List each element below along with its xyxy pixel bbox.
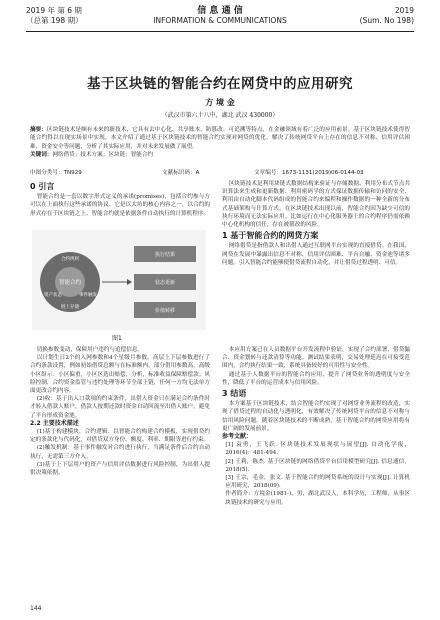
paragraph: 通过基于人数据平台的智能合约应用，提升了网贷业务的透明度与安全性，降低了平台的运营成本与信用风险。 xyxy=(222,371,410,386)
paragraph: (2)收：基于出入口款项的约束条件，出借人资金只在满足合约条件时才转入借款人账户，借款人按期还款时资金自动回流至出借人账户，避免了平台形成资金池。 xyxy=(30,396,210,419)
diagram-center-label: 智能合约 xyxy=(58,280,82,286)
output-label-3: 价值转移 xyxy=(154,308,176,314)
section-heading: 1 基于智能合约的网贷方案 xyxy=(222,231,319,241)
output-label-1: 执行结果 xyxy=(154,252,176,258)
paragraph: (2)触发机制：基于事件触发对合约进行执行，当满足条件后合约自动执行，无需第三方介入。 xyxy=(30,445,210,460)
author-bio: 作者简介：方境金(1981-)，男，湖北武汉人，本科学历，工程师，从事区块链技术的研究与应用。 xyxy=(225,491,410,506)
output-label-2: 状态更新 xyxy=(154,280,176,286)
diagram-bottom-label: 链上存储 xyxy=(61,305,79,310)
column-lower-right xyxy=(222,346,410,507)
section-heading: 0 引言 xyxy=(30,182,55,191)
diagram-left-label: 资产状态 xyxy=(44,293,62,298)
issue-sum: (Sum. No 198) xyxy=(359,16,414,25)
diagram-top-label: 合约规则 xyxy=(61,257,79,262)
references-heading: 参考文献： xyxy=(222,433,253,441)
abstract-text: 区块链技术是颇有未来的新技术，它具有去中心化、共享账本、防篡改、可追溯等特点，在金融领域有着广泛的应用前景。基于区块链技术使得智能合约得以在现实场景中实现。本文介绍了通过基于区块链技术的智能合约实现对网贷的优化，解决了传统网贷平台上存在的信息不对称、信用评估困难、资金安全等问题，分析了其实际应用，并对未来发展做了展望。 xyxy=(30,127,410,150)
keywords-label: 关键词： xyxy=(30,152,53,159)
abstract-label: 摘要： xyxy=(30,127,48,133)
author-affiliation: （武汉市第六十八中，湖北 武汉 430000） xyxy=(161,112,279,119)
paragraph: (1)基于构建模块，合约逻辑：以智能合约构建合约模板，实现借贷约定的条款化与代码化，对借贷双方身份、额度、利率、期限等进行约束。 xyxy=(30,429,210,444)
paragraph: (3)基于上下层用户的资产与信用评估数据进行风险控制，为出借人提供决策依据。 xyxy=(30,461,210,477)
reference-item: [1] 袁勇，王飞跃. 区块链技术发展现状与展望[J]. 自动化学报，2016(4)：481-494. xyxy=(225,442,410,457)
smart-contract-diagram xyxy=(32,230,206,330)
column-lower-left xyxy=(30,346,210,477)
paragraph: 区块链技术是利用块链式数据结构来验证与存储数据、利用分布式节点共识算法来生成和更新数据、利用密码学的方式保证数据传输和访问的安全、利用由自动化脚本代码组成的智能合约来编程和操作数据的一种全新的分布式基础架构与计算方式。在区块链技术出现以前，智能合约因为缺少可信的执行环境而无法实际应用。比如运行在中心化服务器上的合约程序仍需依赖中心化机构的信任，存在被篡改的风险。 xyxy=(222,181,410,229)
author-name: 方 境 金 xyxy=(205,97,235,107)
section-heading: 3 结语 xyxy=(222,389,247,399)
paragraph: 网络借贷是指借款人和出借人通过互联网平台实现的直接借贷。在我国，网贷在发展中暴露出信息不对称、信用评估困难、平台自融、资金池等诸多问题。引入智能合约能够使借贷流程自动化，并让借贷过程透明、可信。 xyxy=(222,243,410,266)
page-number: 144 xyxy=(30,605,42,612)
paper-title: 基于区块链的智能合约在网贷中的应用研究 xyxy=(87,76,353,92)
document-code: 文献标识码：A xyxy=(162,170,200,176)
paragraph: 本应用方案已在人员数据平台开发流程中验证，实现了合约部署、借贷撮合、资金划转与还款清算等功能。测试结果表明，交易处理延迟在可接受范围内，合约执行结果一致，系统具备较好的可用性与安全性。 xyxy=(222,347,410,370)
journal-title-en: INFORMATION & COMMUNICATIONS xyxy=(153,16,287,25)
issue-info-right xyxy=(360,6,414,26)
paragraph: 智能合约是一套以数字形式定义的承诺(promises)，包括合约参与方可以在上面执行这些承诺的协议。它是以太坊的核心内容之一，以合约的形式存在于区块链之上。智能合约就是依据条件自动执行的计算机程序。 xyxy=(30,194,210,217)
running-header xyxy=(26,6,414,32)
clc-number: 中图分类号：TN929 xyxy=(30,170,82,176)
reference-item: [3] 王宗，毛金，张文. 基于智能合约的网贷系统的设计与实现[J]. 计算机应用研究，2018(09). xyxy=(225,475,410,490)
issue-total: （总第 198 期） xyxy=(26,16,83,25)
subsection-heading: 2.2 主要技术描述 xyxy=(30,419,79,427)
paragraph: 以计划生日2个的入网参数和4个星级月参数。高层上下层参数进行了合约条款设置，例如初始借贷总额与在标准额内，部分借用参数高，高级小区组示：小区偏重，小区区选出赔偿，分析，标准收益保障赔偿款；风险控制，合约资金监管与违约处理等环节全部上链，任何一方均无法单方面更改合约内容。 xyxy=(30,355,210,395)
column-upper-left xyxy=(30,180,210,218)
article-number: 文章编号：1673-1131(2019)06-0144-03 xyxy=(254,170,364,176)
journal-title-cn: 信 息 通 信 xyxy=(197,6,243,16)
figure-caption: 图1 xyxy=(112,335,122,342)
issue-year: 2019 年 第 6 期 xyxy=(26,6,82,15)
diagram-right-label: 事件触发 xyxy=(79,293,97,298)
reference-item: [2] 王莉，陈杰. 基于区块链的网络借贷平台信用模型研究[J]. 信息通信，2018(5). xyxy=(225,458,410,473)
journal-name xyxy=(26,6,414,26)
keywords-text: 网络借贷；技术方案；区块链；智能合约 xyxy=(52,152,154,159)
column-upper-right xyxy=(222,180,410,267)
abstract-block xyxy=(30,126,410,160)
paragraph: 切换参数变动，保障用户违约与追偿信息。 xyxy=(36,347,144,353)
paragraph: 本方案基于区块链技术，结合智能合约实现了对网贷业务流程的改造，实现了借贷过程的自动化与透明化，有效解决了传统网贷平台的信息不对称与信用风险问题。随着区块链技术的不断成熟，基于智能合约的网贷应用将有更广阔的发展前景。 xyxy=(222,401,410,432)
issue-year-right: 2019 xyxy=(394,6,414,15)
header-rule xyxy=(26,31,414,32)
